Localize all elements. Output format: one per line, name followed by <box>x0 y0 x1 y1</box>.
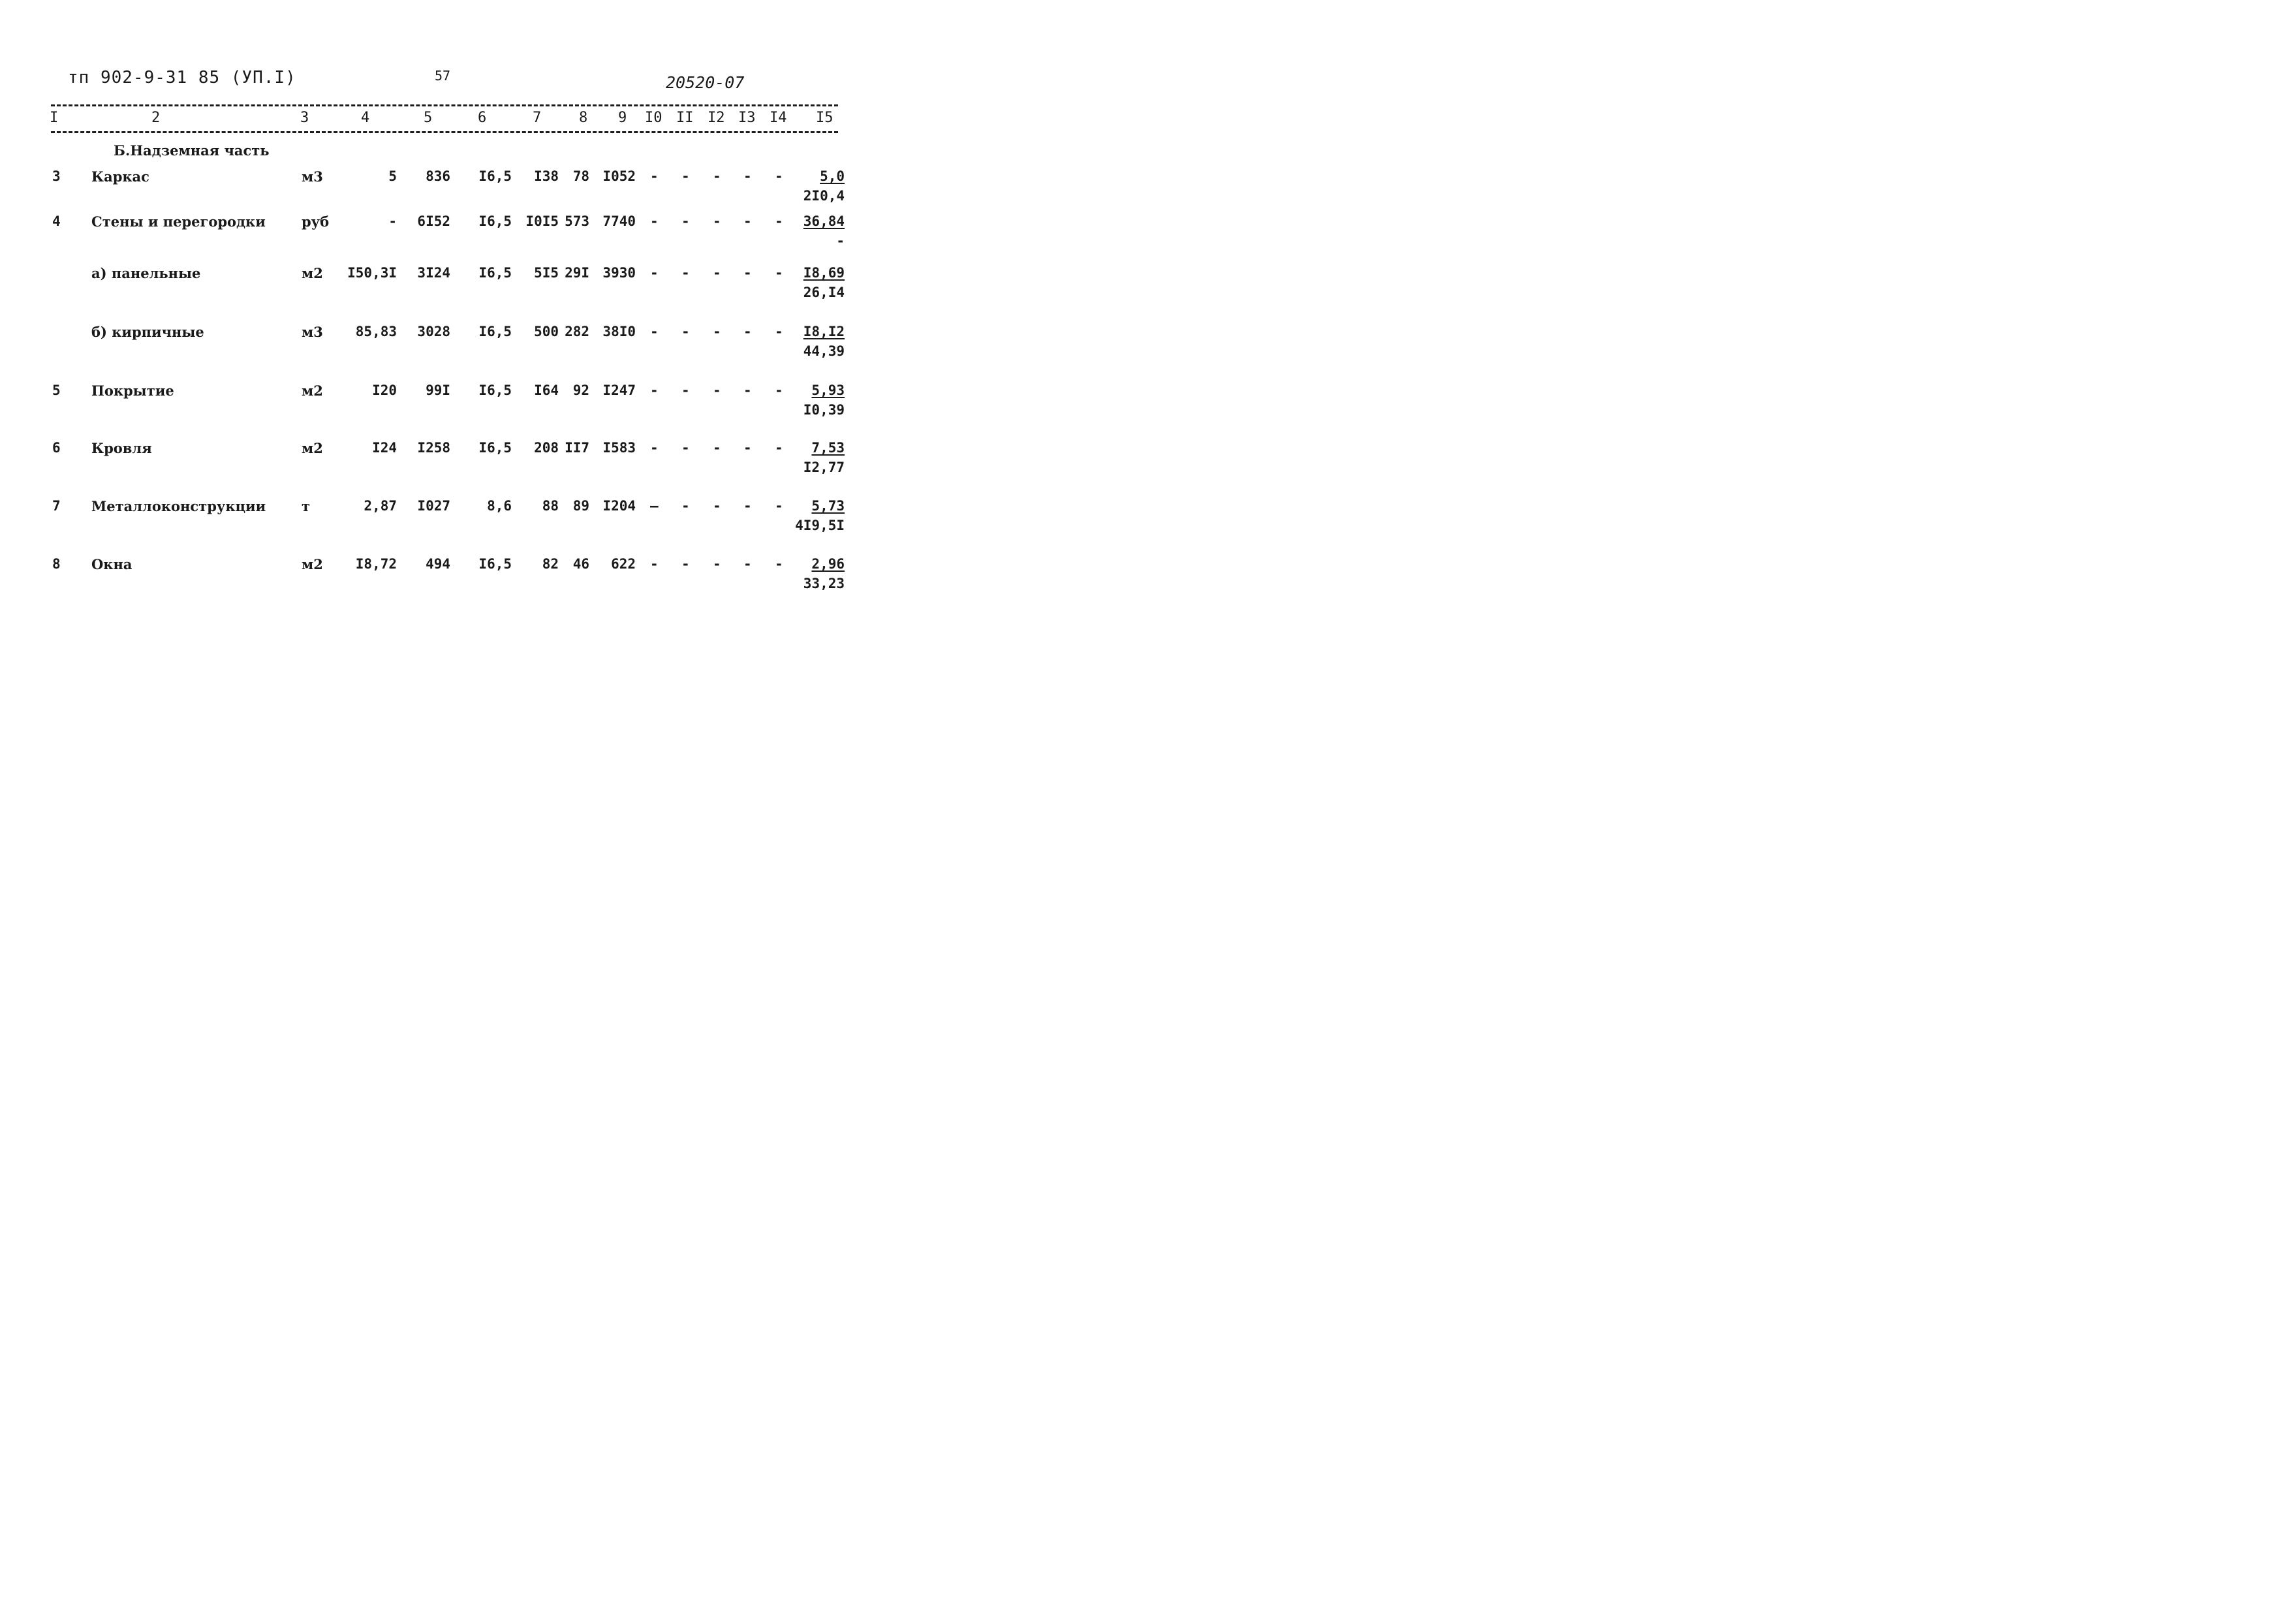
row-number: 3 <box>52 168 61 184</box>
cell-col10: - <box>650 168 659 184</box>
cell-col9: 7740 <box>602 213 636 229</box>
cell-col4: - <box>388 213 397 229</box>
column-header-14: I4 <box>770 110 787 126</box>
cell-col6: I6,5 <box>478 440 512 456</box>
cell-col12: - <box>713 383 721 398</box>
cell-col13: - <box>743 383 752 398</box>
column-header-10: I0 <box>645 110 662 126</box>
cell-col7: 5I5 <box>534 265 559 281</box>
cell-col6: I6,5 <box>478 383 512 398</box>
cell-col14: - <box>775 556 783 572</box>
row-name: Окна <box>91 556 132 572</box>
column-header-15: I5 <box>816 110 834 126</box>
cell-col9: I583 <box>602 440 636 456</box>
document-number: 20520-07 <box>666 73 745 92</box>
cell-col15-denominator: 4I9,5I <box>795 518 845 533</box>
cell-col15-denominator: 44,39 <box>803 343 845 359</box>
row-number: 6 <box>52 440 61 456</box>
cell-col10: - <box>650 265 659 281</box>
cell-col5: 3028 <box>417 324 450 339</box>
cell-col11: - <box>681 383 690 398</box>
cell-col6: I6,5 <box>478 168 512 184</box>
cell-col10: - <box>650 556 659 572</box>
row-name: Каркас <box>91 168 149 185</box>
column-header-13: I3 <box>738 110 756 126</box>
cell-col15-denominator: 2I0,4 <box>803 188 845 204</box>
cell-col10: - <box>650 324 659 339</box>
row-unit: м3 <box>302 168 323 185</box>
column-header-8: 8 <box>579 110 588 126</box>
cell-col4: 85,83 <box>355 324 397 339</box>
cell-col5: 6I52 <box>417 213 450 229</box>
row-unit: м2 <box>302 265 323 281</box>
cell-col15-denominator: I0,39 <box>803 402 845 418</box>
column-header-7: 7 <box>533 110 542 126</box>
cell-col9: I052 <box>602 168 636 184</box>
cell-col9: I204 <box>602 498 636 514</box>
cell-col15-numerator: 7,53 <box>811 440 845 456</box>
cell-col13: - <box>743 498 752 514</box>
cell-col11: - <box>681 440 690 456</box>
row-name: а) панельные <box>91 265 201 281</box>
cell-col5: 836 <box>426 168 450 184</box>
cell-col10: - <box>650 383 659 398</box>
column-header-5: 5 <box>424 110 433 126</box>
cell-col7: 88 <box>542 498 559 514</box>
cell-col12: - <box>713 324 721 339</box>
column-header-4: 4 <box>361 110 370 126</box>
cell-col8: 282 <box>565 324 589 339</box>
row-name: Кровля <box>91 440 152 456</box>
cell-col14: - <box>775 168 783 184</box>
cell-col15-numerator: 36,84 <box>803 213 845 229</box>
cell-col11: - <box>681 168 690 184</box>
column-header-3: 3 <box>300 110 309 126</box>
page-number: 57 <box>435 68 451 84</box>
row-unit: м2 <box>302 556 323 572</box>
cell-col8: 89 <box>572 498 589 514</box>
cell-col7: 82 <box>542 556 559 572</box>
cell-col11: - <box>681 498 690 514</box>
row-name: Стены и перегородки <box>91 213 266 230</box>
row-number: 7 <box>52 498 61 514</box>
cell-col9: 622 <box>611 556 636 572</box>
cell-col5: 3I24 <box>417 265 450 281</box>
cell-col14: - <box>775 383 783 398</box>
cell-col14: - <box>775 265 783 281</box>
cell-col13: - <box>743 265 752 281</box>
cell-col8: 573 <box>565 213 589 229</box>
cell-col15-denominator: I2,77 <box>803 460 845 475</box>
cell-col13: - <box>743 556 752 572</box>
cell-col15-numerator: I8,69 <box>803 265 845 281</box>
cell-col8: 29I <box>565 265 589 281</box>
cell-col9: 38I0 <box>602 324 636 339</box>
cell-col10: - <box>650 213 659 229</box>
cell-col4: I50,3I <box>347 265 397 281</box>
cell-col11: - <box>681 324 690 339</box>
cell-col5: I258 <box>417 440 450 456</box>
cell-col5: 99I <box>426 383 450 398</box>
cell-col6: I6,5 <box>478 265 512 281</box>
cell-col14: - <box>775 324 783 339</box>
cell-col4: I20 <box>372 383 397 398</box>
cell-col15-numerator: 5,73 <box>811 498 845 514</box>
header-top-rule <box>51 104 838 106</box>
row-unit: м2 <box>302 440 323 456</box>
cell-col12: - <box>713 498 721 514</box>
cell-col4: I8,72 <box>355 556 397 572</box>
cell-col5: I027 <box>417 498 450 514</box>
cell-col15-numerator: 5,0 <box>820 168 845 184</box>
cell-col11: - <box>681 213 690 229</box>
cell-col13: - <box>743 168 752 184</box>
cell-col8: 46 <box>572 556 589 572</box>
cell-col8: 78 <box>572 168 589 184</box>
cell-col15-denominator: 33,23 <box>803 576 845 591</box>
cell-col12: - <box>713 440 721 456</box>
cell-col7: 500 <box>534 324 559 339</box>
column-header-11: II <box>676 110 694 126</box>
cell-col15-numerator: 2,96 <box>811 556 845 572</box>
cell-col12: - <box>713 265 721 281</box>
cell-col15-numerator: 5,93 <box>811 383 845 398</box>
cell-col6: I6,5 <box>478 556 512 572</box>
column-header-12: I2 <box>708 110 725 126</box>
cell-col11: - <box>681 265 690 281</box>
row-unit: руб <box>302 213 330 230</box>
row-number: 4 <box>52 213 61 229</box>
document-code: тп 902-9-31 85 (УП.I) <box>68 68 296 87</box>
cell-col14: - <box>775 213 783 229</box>
cell-col7: I38 <box>534 168 559 184</box>
column-header-2: 2 <box>151 110 161 126</box>
column-header-9: 9 <box>618 110 627 126</box>
row-unit: м3 <box>302 324 323 340</box>
cell-col12: - <box>713 168 721 184</box>
cell-col15-denominator: - <box>836 233 845 249</box>
cell-col13: - <box>743 213 752 229</box>
cell-col13: - <box>743 440 752 456</box>
cell-col8: 92 <box>572 383 589 398</box>
cell-col7: I0I5 <box>525 213 559 229</box>
row-unit: м2 <box>302 383 323 399</box>
column-header-1: I <box>50 110 59 126</box>
row-name: Металлоконструкции <box>91 498 266 514</box>
row-number: 5 <box>52 383 61 398</box>
row-name: б) кирпичные <box>91 324 204 340</box>
cell-col11: - <box>681 556 690 572</box>
row-name: Покрытие <box>91 383 174 399</box>
cell-col5: 494 <box>426 556 450 572</box>
cell-col15-numerator: I8,I2 <box>803 324 845 339</box>
cell-col6: 8,6 <box>487 498 512 514</box>
cell-col6: I6,5 <box>478 324 512 339</box>
cell-col10: — <box>650 498 659 514</box>
header-bottom-rule <box>51 131 838 133</box>
column-header-6: 6 <box>478 110 487 126</box>
cell-col10: - <box>650 440 659 456</box>
row-unit: т <box>302 498 311 514</box>
cell-col14: - <box>775 440 783 456</box>
cell-col12: - <box>713 556 721 572</box>
cell-col12: - <box>713 213 721 229</box>
cell-col4: 2,87 <box>364 498 397 514</box>
cell-col6: I6,5 <box>478 213 512 229</box>
cell-col9: I247 <box>602 383 636 398</box>
cell-col14: - <box>775 498 783 514</box>
cell-col15-denominator: 26,I4 <box>803 285 845 300</box>
row-number: 8 <box>52 556 61 572</box>
cell-col4: I24 <box>372 440 397 456</box>
cell-col4: 5 <box>388 168 397 184</box>
cell-col7: 208 <box>534 440 559 456</box>
cell-col7: I64 <box>534 383 559 398</box>
cell-col8: II7 <box>565 440 589 456</box>
cell-col9: 3930 <box>602 265 636 281</box>
section-title: Б.Надземная часть <box>114 142 270 159</box>
cell-col13: - <box>743 324 752 339</box>
